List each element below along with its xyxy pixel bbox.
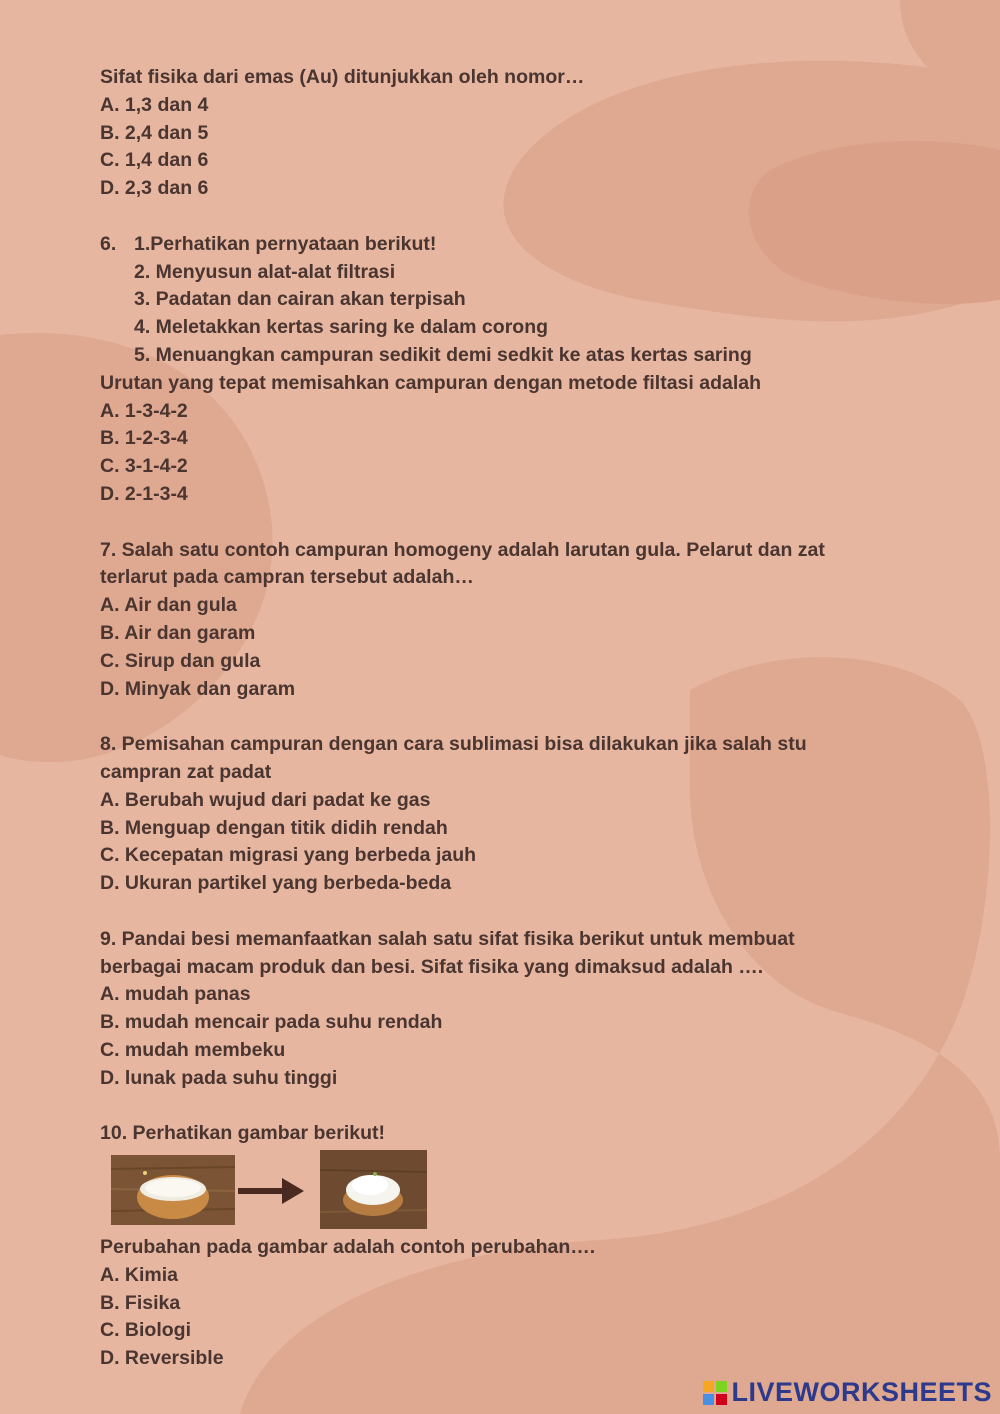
- question-text: campran zat padat: [100, 760, 272, 783]
- statement-item: 2. Menyusun alat-alat filtrasi: [134, 260, 396, 283]
- question-number: 6.: [100, 232, 117, 255]
- answer-option: B. Air dan garam: [100, 621, 256, 644]
- answer-option: B. Menguap dengan titik didih rendah: [100, 816, 448, 839]
- question-text: Sifat fisika dari emas (Au) ditunjukkan oleh nomor…: [100, 66, 585, 88]
- answer-option: D. 2,3 dan 6: [100, 177, 209, 200]
- answer-option: B. 1-2-3-4: [100, 427, 188, 450]
- statement-item: 5. Menuangkan campuran sedikit demi sedkit ke atas kertas saring: [134, 343, 752, 366]
- answer-option: A. 1,3 dan 4: [100, 93, 209, 116]
- cooked-rice-bowl-image: [320, 1150, 427, 1229]
- question-6-header: [100, 231, 920, 259]
- answer-option: D. Ukuran partikel yang berbeda-beda: [100, 872, 452, 895]
- question-text: 7. Salah satu contoh campuran homogeny adalah larutan gula. Pelarut dan zat: [100, 538, 825, 561]
- raw-rice-bowl-image: [111, 1155, 235, 1225]
- answer-option: C. Biologi: [100, 1319, 191, 1342]
- answer-option: A. Air dan gula: [100, 594, 237, 617]
- question-text: Perubahan pada gambar adalah contoh perubahan….: [100, 1236, 596, 1259]
- answer-option: B. 2,4 dan 5: [100, 121, 209, 144]
- answer-option: B. mudah mencair pada suhu rendah: [100, 1011, 443, 1034]
- worksheet-content: [100, 64, 920, 1373]
- answer-option: C. 3-1-4-2: [100, 455, 188, 478]
- question-text: terlarut pada campran tersebut adalah…: [100, 566, 474, 589]
- question-text: 8. Pemisahan campuran dengan cara sublimasi bisa dilakukan jika salah stu: [100, 733, 807, 756]
- question-text: berbagai macam produk dan besi. Sifat fisika yang dimaksud adalah ….: [100, 955, 764, 978]
- liveworksheets-logo: [703, 1377, 992, 1408]
- answer-option: C. 1,4 dan 6: [100, 149, 209, 172]
- answer-option: D. 2-1-3-4: [100, 482, 188, 505]
- answer-option: A. 1-3-4-2: [100, 399, 188, 422]
- answer-option: D. Minyak dan garam: [100, 677, 296, 700]
- question-text: 10. Perhatikan gambar berikut!: [100, 1122, 386, 1145]
- statement-item: 4. Meletakkan kertas saring ke dalam corong: [134, 316, 549, 339]
- statement-item: 3. Padatan dan cairan akan terpisah: [134, 288, 466, 311]
- answer-option: D. Reversible: [100, 1347, 224, 1370]
- answer-option: B. Fisika: [100, 1291, 181, 1314]
- rice-change-figure: [100, 1150, 920, 1234]
- statement-item: 1.Perhatikan pernyataan berikut!: [134, 232, 437, 255]
- answer-option: A. Kimia: [100, 1263, 179, 1286]
- answer-option: C. Sirup dan gula: [100, 649, 261, 672]
- answer-option: A. Berubah wujud dari padat ke gas: [100, 788, 431, 811]
- arrow-right-icon: [238, 1178, 304, 1204]
- answer-option: C. Kecepatan migrasi yang berbeda jauh: [100, 844, 477, 867]
- answer-option: A. mudah panas: [100, 983, 251, 1006]
- answer-option: D. lunak pada suhu tinggi: [100, 1066, 338, 1089]
- question-text: Urutan yang tepat memisahkan campuran dengan metode filtasi adalah: [100, 371, 762, 394]
- answer-option: C. mudah membeku: [100, 1038, 286, 1061]
- brand-name: LIVEWORKSHEETS: [731, 1377, 992, 1407]
- question-text: 9. Pandai besi memanfaatkan salah satu sifat fisika berikut untuk membuat: [100, 927, 795, 950]
- liveworksheets-icon: [703, 1381, 727, 1405]
